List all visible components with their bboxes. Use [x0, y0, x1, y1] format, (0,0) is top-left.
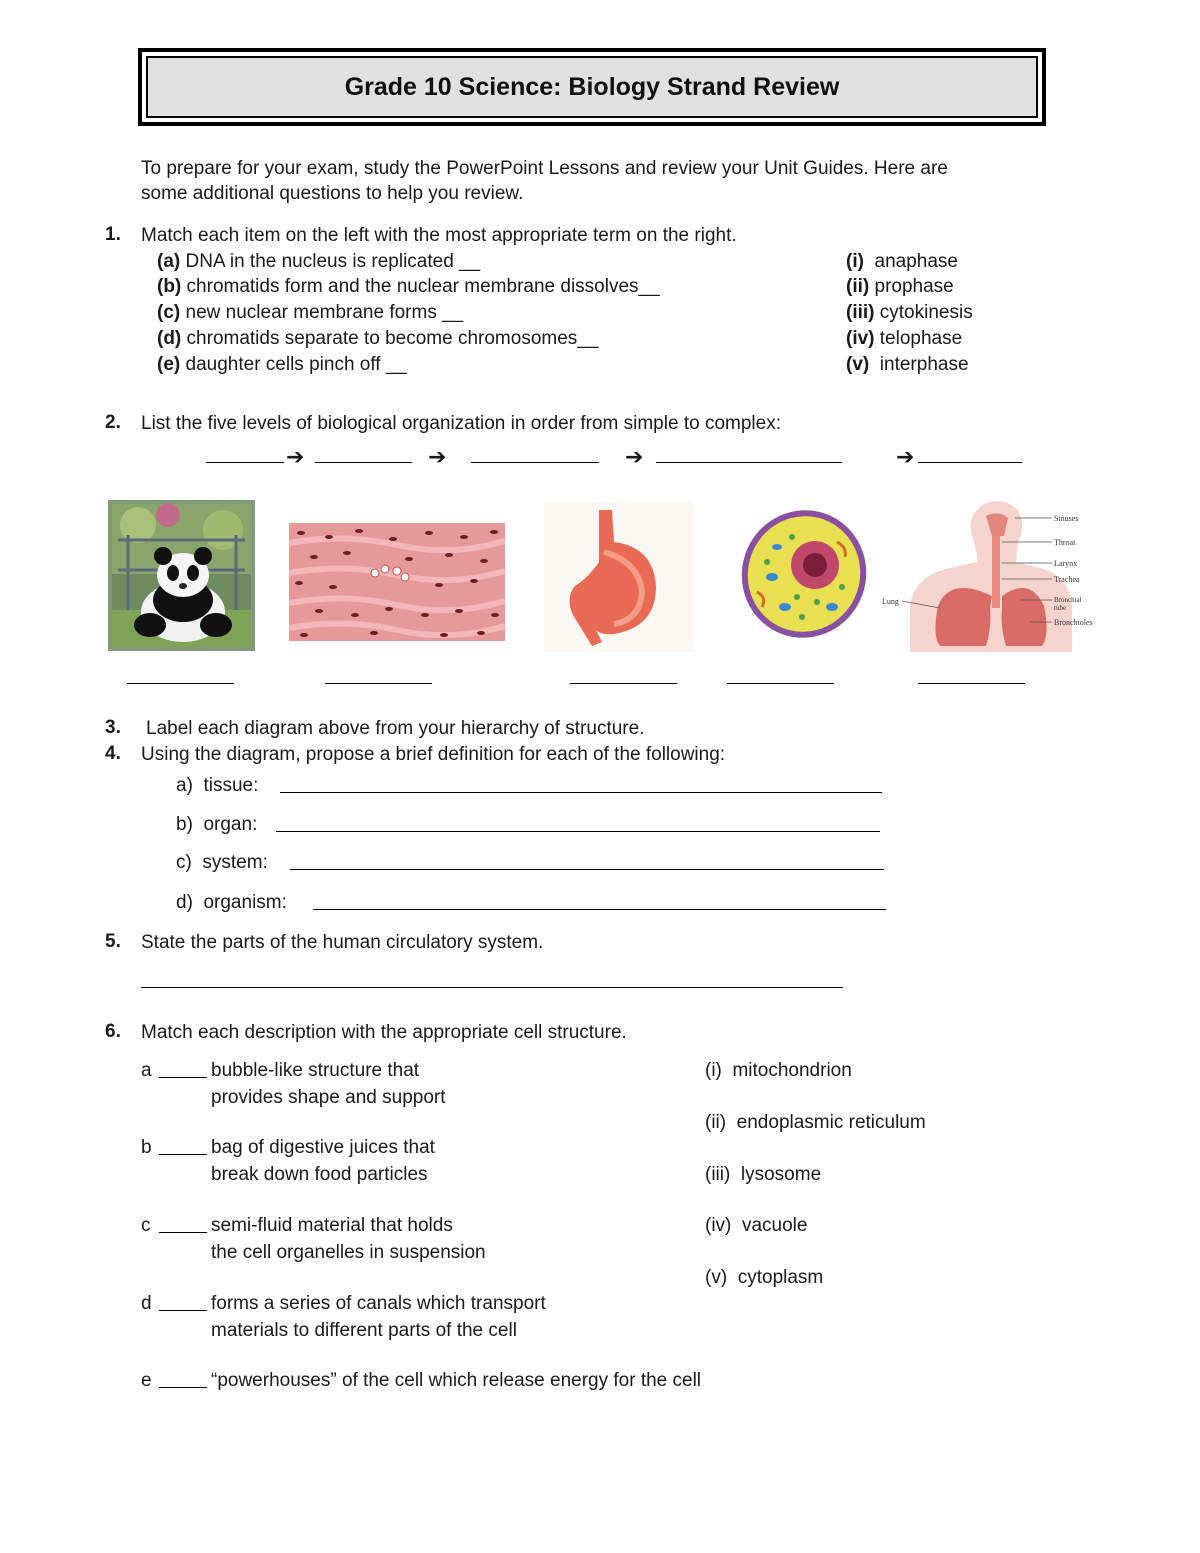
- q6-item-a-key: a: [141, 1060, 152, 1081]
- q6-item-b-line1: bag of digestive juices that: [211, 1137, 435, 1158]
- right-arrow-icon: ➔: [625, 444, 644, 469]
- q1-prompt: Match each item on the left with the most appropriate term on the right.: [141, 225, 737, 246]
- organism-answer-line[interactable]: [313, 909, 886, 910]
- q1-item-d: (d) chromatids separate to become chromosomes__: [157, 328, 599, 349]
- intro-line-2: some additional questions to help you review.: [141, 183, 524, 204]
- q1-item-a: (a) DNA in the nucleus is replicated __: [157, 251, 481, 272]
- q3-number: 3.: [105, 717, 121, 738]
- q6-term-i: (i) mitochondrion: [705, 1060, 852, 1081]
- q1-item-e: (e) daughter cells pinch off __: [157, 354, 407, 375]
- q6-term-iv: (iv) vacuole: [705, 1215, 808, 1236]
- q6-term-iii: (iii) lysosome: [705, 1164, 822, 1185]
- image-label-blank-3[interactable]: [570, 683, 677, 684]
- panda-image: [108, 500, 255, 651]
- label-trachea: Trachea: [1054, 575, 1080, 584]
- q6-item-a-line1: bubble-like structure that: [211, 1060, 420, 1081]
- q1-term-v: (v) interphase: [846, 354, 969, 375]
- q6-term-ii: (ii) endoplasmic reticulum: [705, 1112, 926, 1133]
- q6-number: 6.: [105, 1021, 121, 1042]
- q6-item-d-line1: forms a series of canals which transport: [211, 1293, 546, 1314]
- label-bronchioles: Bronchioles: [1054, 618, 1093, 627]
- q4-prompt: Using the diagram, propose a brief definition for each of the following:: [141, 744, 726, 765]
- q6-item-e-line1: “powerhouses” of the cell which release energy for the cell: [211, 1370, 702, 1391]
- q1-term-ii: (ii) prophase: [846, 276, 954, 297]
- image-label-blank-4[interactable]: [727, 683, 834, 684]
- label-larynx: Larynx: [1054, 559, 1078, 568]
- circulatory-answer-line[interactable]: [141, 987, 843, 988]
- q1-item-b: (b) chromatids form and the nuclear membrane dissolves__: [157, 276, 660, 297]
- q3-prompt: Label each diagram above from your hierarchy of structure.: [146, 718, 645, 739]
- right-arrow-icon: ➔: [896, 444, 915, 469]
- q6-answer-blank-e[interactable]: [159, 1387, 207, 1388]
- q6-answer-blank-c[interactable]: [159, 1232, 207, 1233]
- q6-item-d-line2: materials to different parts of the cell: [211, 1320, 517, 1341]
- q4-item-system: c) system:: [176, 852, 268, 873]
- q6-item-d-key: d: [141, 1293, 152, 1314]
- q6-item-b-line2: break down food particles: [211, 1164, 428, 1185]
- hierarchy-blank-5[interactable]: [918, 462, 1022, 463]
- tissue-image: [289, 523, 505, 641]
- q6-answer-blank-d[interactable]: [159, 1310, 207, 1311]
- q6-answer-blank-a[interactable]: [159, 1077, 207, 1078]
- system-answer-line[interactable]: [290, 869, 884, 870]
- q1-term-i: (i) anaphase: [846, 251, 958, 272]
- q6-item-c-line2: the cell organelles in suspension: [211, 1242, 486, 1263]
- q1-term-iv: (iv) telophase: [846, 328, 963, 349]
- label-tube: tube: [1054, 604, 1067, 612]
- q6-prompt: Match each description with the appropriate cell structure.: [141, 1022, 627, 1043]
- hierarchy-blank-3[interactable]: [471, 462, 599, 463]
- system-image: [880, 496, 1100, 652]
- hierarchy-blank-1[interactable]: [206, 462, 284, 463]
- tissue-answer-line[interactable]: [280, 792, 882, 793]
- label-sinuses: Sinuses: [1054, 514, 1079, 523]
- q4-number: 4.: [105, 743, 121, 764]
- right-arrow-icon: ➔: [428, 444, 447, 469]
- image-label-blank-1[interactable]: [127, 683, 234, 684]
- organ-image: [544, 502, 693, 652]
- title-box: [138, 48, 1046, 126]
- q6-item-b-key: b: [141, 1137, 152, 1158]
- q2-prompt: List the five levels of biological organization in order from simple to complex:: [141, 413, 781, 434]
- q6-item-c-line1: semi-fluid material that holds: [211, 1215, 453, 1236]
- q6-item-a-line2: provides shape and support: [211, 1087, 446, 1108]
- image-label-blank-5[interactable]: [918, 683, 1025, 684]
- label-throat: Throat: [1054, 538, 1076, 547]
- page-title: Grade 10 Science: Biology Strand Review: [146, 56, 1038, 118]
- q4-item-organ: b) organ:: [176, 814, 258, 835]
- hierarchy-blank-4[interactable]: [656, 462, 842, 463]
- q5-number: 5.: [105, 931, 121, 952]
- q6-answer-blank-b[interactable]: [159, 1154, 207, 1155]
- q4-item-tissue: a) tissue:: [176, 775, 259, 796]
- q2-number: 2.: [105, 412, 121, 433]
- q6-term-v: (v) cytoplasm: [705, 1267, 824, 1288]
- hierarchy-blank-2[interactable]: [315, 462, 412, 463]
- q1-item-c: (c) new nuclear membrane forms __: [157, 302, 464, 323]
- q6-item-e-key: e: [141, 1370, 152, 1391]
- right-arrow-icon: ➔: [286, 444, 305, 469]
- q1-number: 1.: [105, 224, 121, 245]
- q5-prompt: State the parts of the human circulatory system.: [141, 932, 544, 953]
- q1-term-iii: (iii) cytokinesis: [846, 302, 973, 323]
- intro-line-1: To prepare for your exam, study the PowerPoint Lessons and review your Unit Guides. Here are: [141, 158, 948, 179]
- q4-item-organism: d) organism:: [176, 892, 287, 913]
- organ-answer-line[interactable]: [276, 831, 880, 832]
- q6-item-c-key: c: [141, 1215, 151, 1236]
- image-label-blank-2[interactable]: [325, 683, 432, 684]
- cell-image: [737, 507, 872, 641]
- label-lung: Lung: [882, 597, 899, 606]
- label-bronchial: Bronchial: [1054, 596, 1082, 604]
